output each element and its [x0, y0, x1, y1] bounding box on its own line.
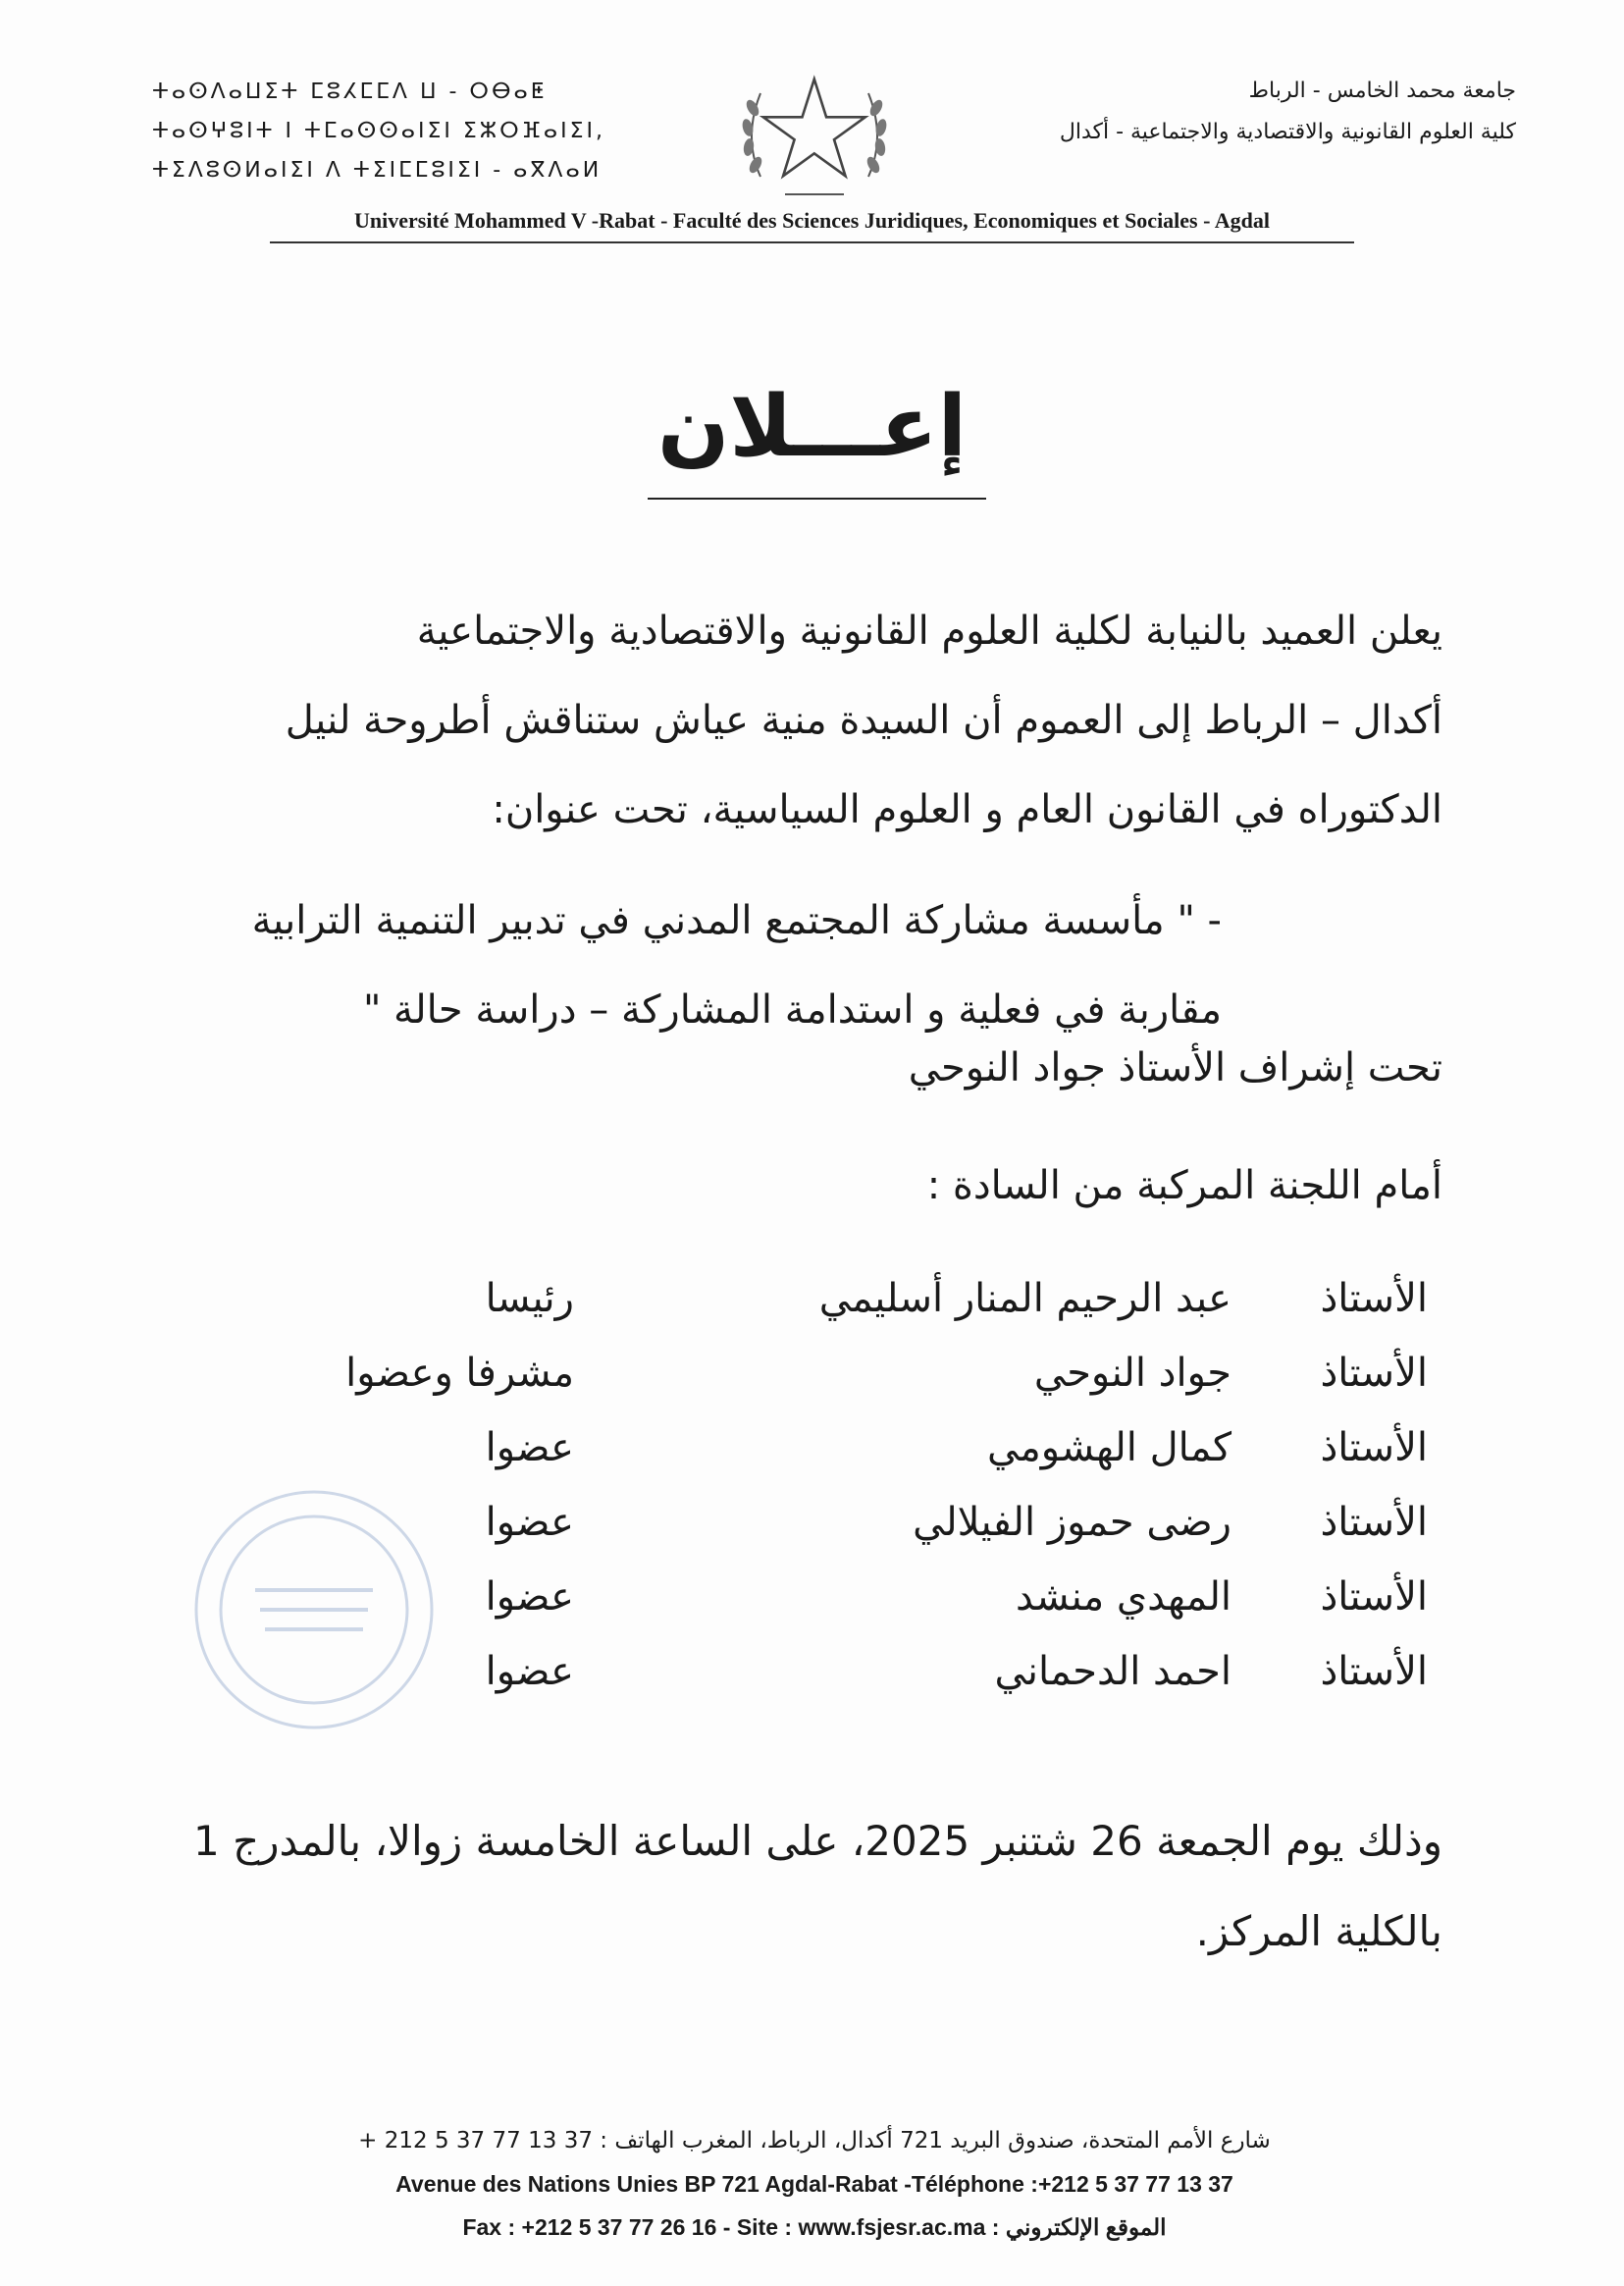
header-tifinagh — [152, 73, 662, 190]
jury-title: الأستاذ — [1320, 1276, 1428, 1321]
jury-row — [152, 1276, 1428, 1345]
jury-row — [152, 1351, 1428, 1419]
university-name-arabic: جامعة محمد الخامس - الرباط — [1248, 79, 1516, 103]
jury-name: رضى حموز الفيلالي — [913, 1500, 1231, 1545]
thesis-line-1: - " مأسسة مشاركة المجتمع المدني في تدبير التنمية الترابية — [251, 898, 1222, 943]
defense-date-location — [147, 1796, 1442, 1977]
jury-name: عبد الرحيم المنار أسليمي — [818, 1276, 1231, 1321]
jury-role: عضوا — [485, 1425, 574, 1470]
title-underline — [648, 498, 986, 500]
jury-name: المهدي منشد — [1015, 1574, 1231, 1620]
header-divider — [270, 241, 1354, 243]
jury-name: جواد النوحي — [1033, 1351, 1231, 1396]
jury-role: عضوا — [485, 1500, 574, 1545]
footer-arabic-address: شارع الأمم المتحدة، صندوق البريد 721 أكدال، الرباط، المغرب الهاتف : 37 13 77 37 5 212 + — [358, 2128, 1271, 2153]
thesis-line-2: مقاربة في فعلية و استدامة المشاركة – دراسة حالة " — [362, 987, 1222, 1033]
closing-line-1: وذلك يوم الجمعة 26 شتنبر 2025، على الساعة الخامسة زوالا، بالمدرج 1 — [193, 1817, 1442, 1865]
jury-role: مشرفا وعضوا — [345, 1351, 574, 1396]
footer-french-address: Avenue des Nations Unies BP 721 Agdal-Rabat -Téléphone :+212 5 37 77 13 37 — [395, 2171, 1233, 2197]
page-title: إعـــلان — [656, 378, 968, 476]
closing-line-2: بالكلية المركز. — [1195, 1907, 1442, 1955]
jury-name: كمال الهشومي — [987, 1425, 1231, 1470]
faculty-name-arabic: كلية العلوم القانونية والاقتصادية والاجتماعية - أكدال — [1059, 120, 1516, 144]
jury-title: الأستاذ — [1320, 1649, 1428, 1694]
tifinagh-line-1: ⵜⴰⵙⴷⴰⵡⵉⵜ ⵎⵓⵃⵎⵎⴷ ⵡ - ⵔⴱⴰⵟ — [152, 80, 548, 104]
body-line-1: يعلن العميد بالنيابة لكلية العلوم القانونية والاقتصادية والاجتماعية — [416, 609, 1442, 654]
jury-role: عضوا — [485, 1574, 574, 1620]
moroccan-emblem-icon — [731, 59, 898, 206]
jury-role: رئيسا — [485, 1276, 574, 1321]
official-stamp-icon — [186, 1482, 442, 1737]
jury-role: عضوا — [485, 1649, 574, 1694]
body-line-2: أكدال – الرباط إلى العموم أن السيدة منية عياش ستناقش أطروحة لنيل — [285, 698, 1442, 743]
jury-title: الأستاذ — [1320, 1425, 1428, 1470]
body-line-3: الدكتوراه في القانون العام و العلوم السياسية، تحت عنوان: — [492, 787, 1442, 832]
jury-name: احمد الدحماني — [994, 1649, 1231, 1694]
announcement-paragraph — [147, 587, 1442, 855]
jury-title: الأستاذ — [1320, 1574, 1428, 1620]
supervision: تحت إشراف الأستاذ جواد النوحي — [908, 1045, 1442, 1090]
jury-intro: أمام اللجنة المركبة من السادة : — [926, 1163, 1442, 1208]
tifinagh-line-2: ⵜⴰⵙⵖⵓⵏⵜ ⵏ ⵜⵎⴰⵙⵙⴰⵏⵉⵏ ⵉⵣⵔⴼⴰⵏⵉⵏ, — [152, 119, 605, 143]
thesis-title — [191, 877, 1222, 1055]
tifinagh-line-3: ⵜⵉⴷⵓⵙⵍⴰⵏⵉⵏ ⴷ ⵜⵉⵏⵎⵎⵓⵏⵉⵏ - ⴰⴳⴷⴰⵍ — [152, 158, 602, 183]
header-arabic — [967, 71, 1516, 153]
jury-title: الأستاذ — [1320, 1500, 1428, 1545]
jury-title: الأستاذ — [1320, 1351, 1428, 1396]
footer-contact: Fax : +212 5 37 77 26 16 - Site : www.fsjesr.ac.ma : الموقع الإلكتروني — [462, 2214, 1167, 2240]
header-french: Université Mohammed V -Rabat - Faculté des Sciences Juridiques, Economiques et Sociales - Agdal — [354, 208, 1270, 233]
